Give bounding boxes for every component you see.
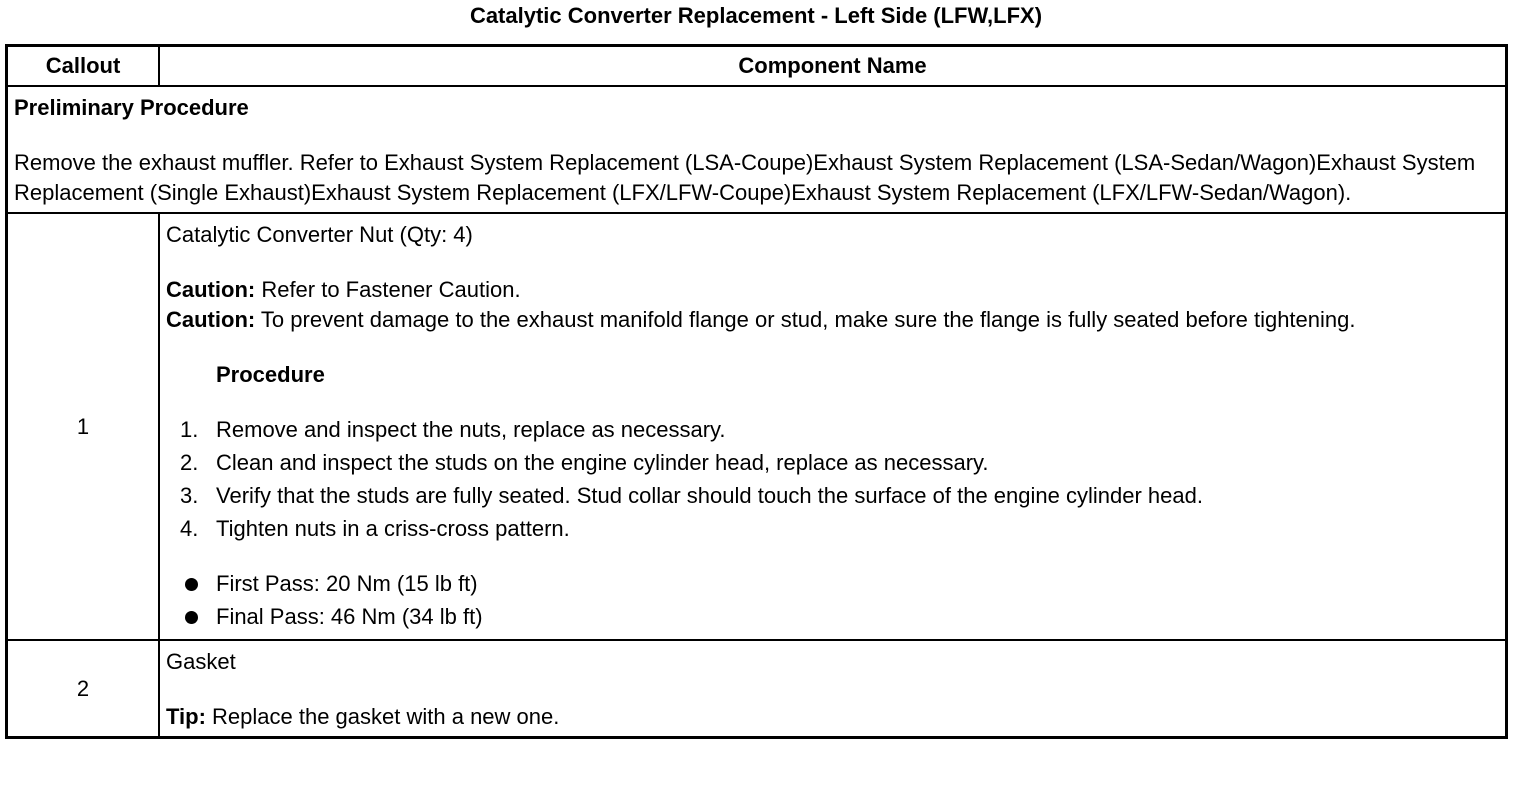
bullet-icon — [185, 578, 198, 591]
preliminary-text: Remove the exhaust muffler. Refer to Exhaust System Replacement (LSA-Coupe)Exhaust System Replacement (LSA-Sedan/Wagon)Exhaust System Replacement (Single Exhaust)Exhaust System Replacement (LFX/LFW-Coupe)Exhaust System Replacement (LFX/LFW-Sedan/Wagon). — [14, 150, 1476, 205]
caution-text: Refer to Fastener Caution. — [255, 277, 521, 302]
bullet-icon — [185, 611, 198, 624]
caution-label: Caution: — [166, 307, 256, 332]
callout-number: 1 — [7, 213, 160, 640]
step-number: 3. — [180, 483, 199, 508]
preliminary-heading: Preliminary Procedure — [14, 95, 249, 120]
tip-text: Replace the gasket with a new one. — [205, 704, 560, 729]
step-text: Remove and inspect the nuts, replace as necessary. — [216, 417, 726, 442]
table-header-row — [7, 46, 1507, 87]
preliminary-cell — [7, 86, 1507, 213]
component-cell — [159, 213, 1507, 640]
step-number: 1. — [180, 417, 199, 442]
step-text: Tighten nuts in a criss-cross pattern. — [216, 516, 570, 541]
header-callout: Callout — [7, 46, 160, 87]
caution-label: Caution: — [166, 277, 256, 302]
table-row — [7, 213, 1507, 640]
component-cell — [159, 640, 1507, 738]
list-item — [166, 514, 1499, 547]
list-item — [166, 415, 1499, 448]
tip-note — [166, 702, 1499, 732]
callout-number: 2 — [7, 640, 160, 738]
tip-label: Tip: — [166, 704, 206, 729]
step-number: 4. — [180, 516, 199, 541]
preliminary-row — [7, 86, 1507, 213]
table-row — [7, 640, 1507, 738]
caution-text: To prevent damage to the exhaust manifold flange or stud, make sure the flange is fully seated before tightening. — [255, 307, 1356, 332]
list-item — [166, 569, 1499, 602]
component-name: Catalytic Converter Nut (Qty: 4) — [166, 222, 473, 247]
caution-note — [166, 275, 1499, 305]
caution-note — [166, 305, 1499, 335]
step-text: Verify that the studs are fully seated. Stud collar should touch the surface of the engine cylinder head. — [216, 483, 1203, 508]
procedure-heading: Procedure — [216, 362, 325, 387]
procedure-table — [5, 44, 1508, 739]
step-number: 2. — [180, 450, 199, 475]
bullet-text: Final Pass: 46 Nm (34 lb ft) — [216, 604, 483, 629]
step-text: Clean and inspect the studs on the engine cylinder head, replace as necessary. — [216, 450, 989, 475]
component-name: Gasket — [166, 649, 236, 674]
list-item — [166, 448, 1499, 481]
list-item — [166, 481, 1499, 514]
document-title: Catalytic Converter Replacement - Left Side (LFW,LFX) — [469, 3, 1043, 28]
torque-values — [166, 569, 1499, 635]
bullet-text: First Pass: 20 Nm (15 lb ft) — [216, 571, 478, 596]
list-item — [166, 602, 1499, 635]
header-component-name: Component Name — [159, 46, 1507, 87]
procedure-steps — [166, 415, 1499, 547]
